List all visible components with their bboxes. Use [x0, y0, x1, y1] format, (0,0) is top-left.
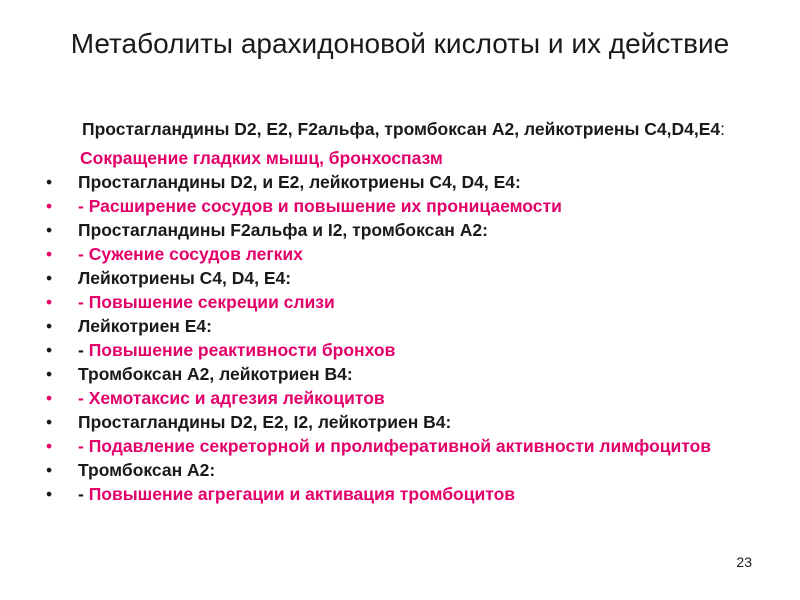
list-item	[44, 365, 744, 384]
bullet-icon: •	[46, 220, 53, 240]
list-item-source: Лейкотриен E4:	[78, 316, 212, 336]
list-item-effect: Повышение агрегации и активация тромбоцитов	[88, 484, 516, 504]
list-item-effect: - Подавление секреторной и пролиферативной активности лимфоцитов	[78, 436, 712, 456]
bullet-icon: •	[46, 172, 53, 192]
slide-title: Метаболиты арахидоновой кислоты и их действие	[70, 28, 730, 59]
list-item-source: -	[78, 340, 89, 360]
list-item-source: Тромбоксан А2:	[78, 460, 216, 480]
bullet-icon: •	[46, 340, 53, 360]
list-item-source: Простагландины D2, E2, I2, лейкотриен В4:	[78, 412, 452, 432]
bullet-icon: •	[46, 316, 53, 336]
bullet-icon: •	[46, 292, 53, 312]
list-item-source: Лейкотриены С4, D4, E4:	[78, 268, 292, 288]
list-item-source: Простагландины F2альфа и I2, тромбоксан А2:	[78, 220, 488, 240]
intro-heading-text: Простагландины D2, E2, F2альфа, тромбоксан А2, лейкотриены С4,D4,E4	[82, 119, 721, 139]
list-item	[44, 341, 744, 360]
intro-block	[44, 120, 744, 168]
list-item	[44, 221, 744, 240]
intro-heading-colon: :	[720, 119, 726, 139]
list-item	[44, 413, 744, 432]
list-item	[44, 173, 744, 192]
list-item	[44, 197, 744, 216]
list-item	[44, 317, 744, 336]
bullet-icon: •	[46, 196, 53, 216]
list-item	[44, 293, 744, 312]
list-item	[44, 485, 744, 504]
list-item-source: -	[78, 484, 89, 504]
list-item	[44, 461, 744, 480]
bullet-icon: •	[46, 460, 53, 480]
list-item-effect: - Сужение сосудов легких	[78, 244, 303, 264]
bullet-icon: •	[46, 268, 53, 288]
page-number: 23	[736, 554, 752, 570]
list-item	[44, 389, 744, 408]
list-item-source: Тромбоксан А2, лейкотриен В4:	[78, 364, 353, 384]
list-item	[44, 437, 744, 456]
list-item-effect: - Хемотаксис и адгезия лейкоцитов	[78, 388, 385, 408]
slide-content	[44, 120, 744, 504]
list-item	[44, 269, 744, 288]
bullet-icon: •	[46, 364, 53, 384]
bullet-icon: •	[46, 436, 53, 456]
bullet-icon: •	[46, 412, 53, 432]
list-item-effect: - Повышение секреции слизи	[78, 292, 335, 312]
bullet-icon: •	[46, 244, 53, 264]
list-item-effect: - Расширение сосудов и повышение их проницаемости	[78, 196, 562, 216]
intro-effect: Сокращение гладких мышц, бронхоспазм	[80, 148, 443, 168]
list-item	[44, 245, 744, 264]
bullet-icon: •	[46, 484, 53, 504]
intro-heading	[78, 120, 744, 139]
list-item-source: Простагландины D2, и E2, лейкотриены С4, D4, E4:	[78, 172, 521, 192]
list-item-effect: Повышение реактивности бронхов	[88, 340, 396, 360]
bullet-icon: •	[46, 388, 53, 408]
